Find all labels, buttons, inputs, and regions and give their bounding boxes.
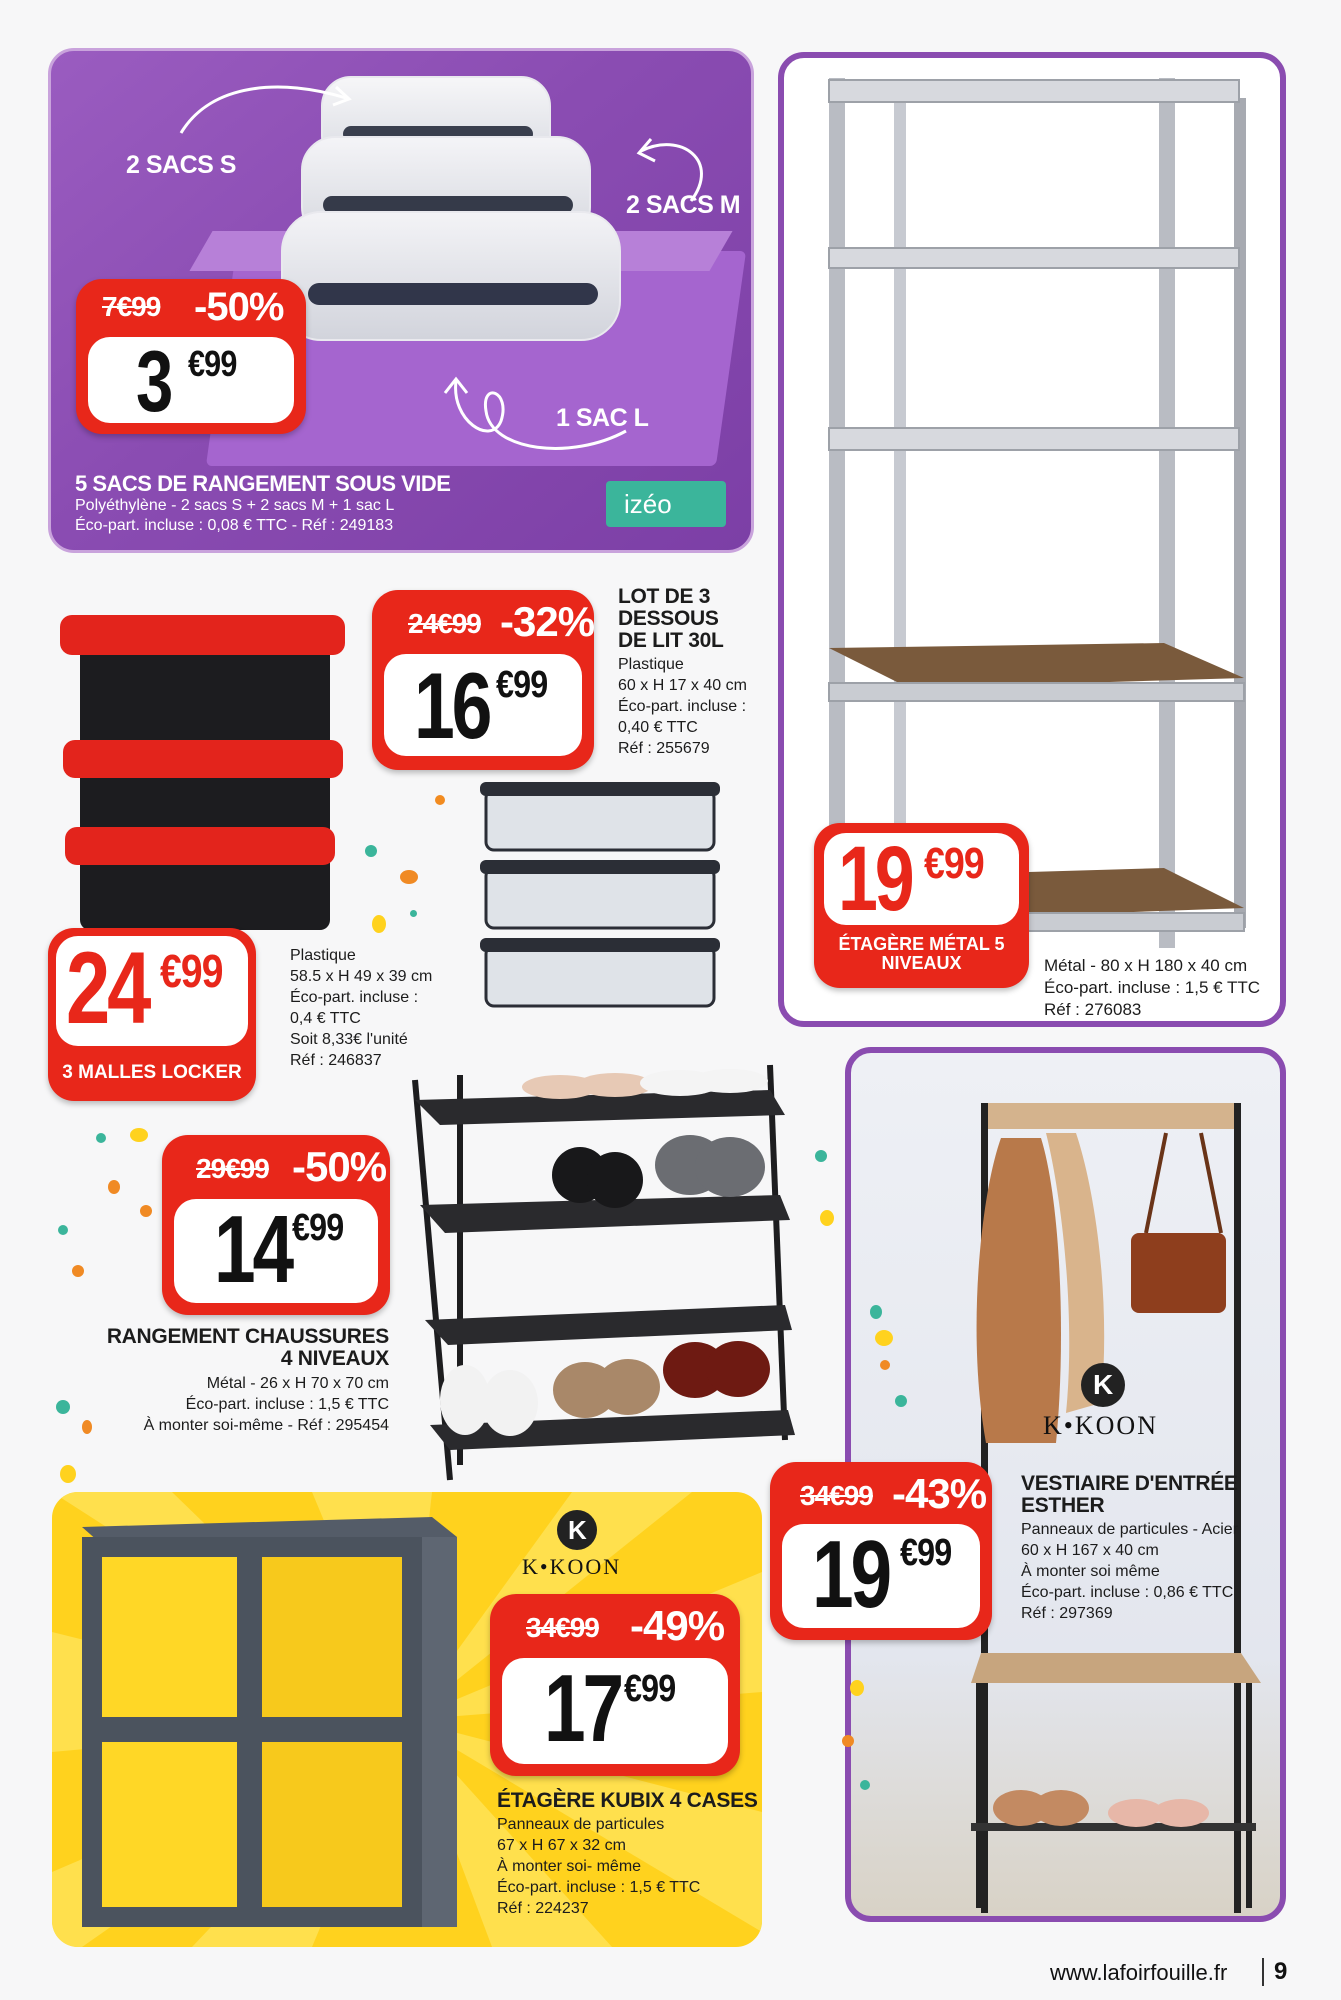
bed-boxes-ref: Réf : 255679 [618, 740, 710, 757]
coat-rack-desc: Panneaux de particules - Acier [1021, 1521, 1239, 1538]
product-eco: Éco-part. incluse : 1,5 € TTC [1044, 978, 1261, 997]
price-euros: 19 [812, 1521, 890, 1628]
price-cents: €99 [900, 1532, 952, 1574]
price-euros: 24 [66, 931, 149, 1045]
product-label: 3 MALLES LOCKER [62, 1062, 242, 1083]
kokoon-logo-icon: K [557, 1510, 597, 1550]
locker-desc: Plastique [290, 947, 356, 964]
price-euros: 14 [214, 1196, 292, 1303]
discount-badge: -49% [630, 1602, 725, 1649]
bed-boxes-eco-value: 0,40 € TTC [618, 719, 698, 736]
coat-rack-ref: Réf : 297369 [1021, 1605, 1113, 1622]
label-sacs-m: 2 SACS M [626, 191, 741, 219]
coat-rack-assembly: À monter soi même [1021, 1563, 1160, 1580]
shoe-rack-desc: Métal - 26 x H 70 x 70 cm [206, 1375, 389, 1392]
product-eco: Éco-part. incluse : 0,08 € TTC - Réf : 249183 [75, 517, 394, 534]
locker-image [55, 605, 345, 935]
old-price: 24€99 [408, 608, 481, 639]
arrow-s-icon [171, 73, 361, 143]
kubix-panel [52, 1492, 762, 1947]
price-box [824, 828, 1019, 930]
shoe-rack-ref: À monter soi-même - Réf : 295454 [143, 1417, 389, 1434]
coat-rack-price-tag [770, 1462, 992, 1640]
coat-rack-title-2: ESTHER [1021, 1494, 1105, 1517]
old-price: 7€99 [102, 291, 161, 322]
label-sac-l: 1 SAC L [556, 404, 649, 432]
discount-badge: -50% [292, 1143, 387, 1190]
product-desc: Métal - 80 x H 180 x 40 cm [1044, 956, 1248, 975]
kubix-price-tag [490, 1594, 740, 1776]
locker-eco: Éco-part. incluse : [290, 989, 419, 1006]
bed-boxes-size: 60 x H 17 x 40 cm [618, 677, 747, 694]
shoe-rack-title-1: RANGEMENT CHAUSSURES [106, 1325, 389, 1348]
label-sacs-s: 2 SACS S [126, 151, 236, 179]
shoe-rack-price-tag [162, 1135, 390, 1315]
locker-size: 58.5 x H 49 x 39 cm [290, 968, 433, 985]
bed-boxes-title-3: DE LIT 30L [618, 629, 724, 652]
old-price: 34€99 [526, 1612, 599, 1643]
locker-ref: Réf : 246837 [290, 1052, 382, 1069]
price-box [782, 1521, 980, 1628]
old-price: 34€99 [800, 1480, 873, 1511]
discount-badge: -43% [892, 1470, 987, 1517]
product-desc: Polyéthylène - 2 sacs S + 2 sacs M + 1 sac L [75, 497, 395, 514]
footer-divider [1262, 1958, 1264, 1986]
bed-boxes-title-1: LOT DE 3 [618, 585, 711, 608]
price-cents: €99 [188, 343, 237, 384]
kokoon-brand: K•KOON [522, 1554, 622, 1579]
kubix-title: ÉTAGÈRE KUBIX 4 CASES [497, 1789, 758, 1812]
price-euros: 19 [838, 828, 912, 930]
shoe-rack-eco: Éco-part. incluse : 1,5 € TTC [185, 1396, 389, 1413]
kubix-size: 67 x H 67 x 32 cm [497, 1837, 626, 1854]
price-box [384, 654, 582, 756]
kubix-ref: Réf : 224237 [497, 1900, 589, 1917]
brand-logo: izéo [606, 481, 726, 527]
vacuum-bags-panel [48, 48, 754, 553]
locker-eco-value: 0,4 € TTC [290, 1010, 361, 1027]
old-price: 29€99 [196, 1153, 269, 1184]
kokoon-brand: K•KOON [1043, 1411, 1158, 1440]
price-euros: 16 [414, 653, 490, 758]
price-tag [76, 279, 306, 434]
price-cents: €99 [624, 1668, 676, 1710]
price-box [502, 1655, 728, 1764]
price-box [174, 1196, 378, 1303]
price-euros: 3 [136, 334, 171, 430]
coat-rack-eco: Éco-part. incluse : 0,86 € TTC [1021, 1584, 1234, 1601]
coat-rack-image [961, 1083, 1281, 1922]
price-cents: €99 [160, 945, 223, 997]
shoe-rack-title-2: 4 NIVEAUX [280, 1347, 389, 1370]
kubix-eco: Éco-part. incluse : 1,5 € TTC [497, 1879, 701, 1896]
bed-boxes-eco: Éco-part. incluse : [618, 698, 747, 715]
product-ref: Réf : 276083 [1044, 1000, 1142, 1019]
metal-shelf-panel [778, 52, 1286, 1027]
coat-rack-title-1: VESTIAIRE D'ENTRÉE [1021, 1472, 1238, 1495]
footer-url[interactable]: www.lafoirfouille.fr [1050, 1960, 1228, 1985]
metal-shelf-image [814, 68, 1274, 948]
price-cents: €99 [292, 1207, 344, 1249]
kubix-assembly: À monter soi- même [497, 1858, 642, 1875]
price-box [56, 931, 248, 1046]
kokoon-logo-icon: K [1081, 1363, 1125, 1407]
product-title: 5 SACS DE RANGEMENT SOUS VIDE [75, 471, 451, 496]
price-cents: €99 [924, 839, 984, 888]
kubix-shelf-image [62, 1507, 462, 1937]
bed-boxes-desc: Plastique [618, 656, 684, 673]
product-label: ÉTAGÈRE MÉTAL 5 NIVEAUX [838, 934, 1005, 973]
discount-badge: -50% [194, 285, 284, 329]
page-number: 9 [1274, 1958, 1288, 1985]
bag-l-image [281, 211, 621, 341]
bed-boxes-title-2: DESSOUS [618, 607, 719, 630]
price-euros: 17 [544, 1655, 622, 1762]
bed-boxes-image [478, 780, 723, 1030]
kubix-desc: Panneaux de particules [497, 1816, 665, 1833]
price-cents: €99 [496, 664, 548, 706]
bed-boxes-price-tag [372, 590, 594, 770]
locker-price-tag [48, 928, 256, 1101]
locker-unit-price: Soit 8,33€ l'unité [290, 1031, 408, 1048]
coat-rack-size: 60 x H 167 x 40 cm [1021, 1542, 1159, 1559]
price-tag [814, 823, 1029, 988]
shoe-rack-image [400, 1055, 800, 1485]
discount-badge: -32% [500, 598, 595, 645]
price-box [88, 334, 294, 430]
